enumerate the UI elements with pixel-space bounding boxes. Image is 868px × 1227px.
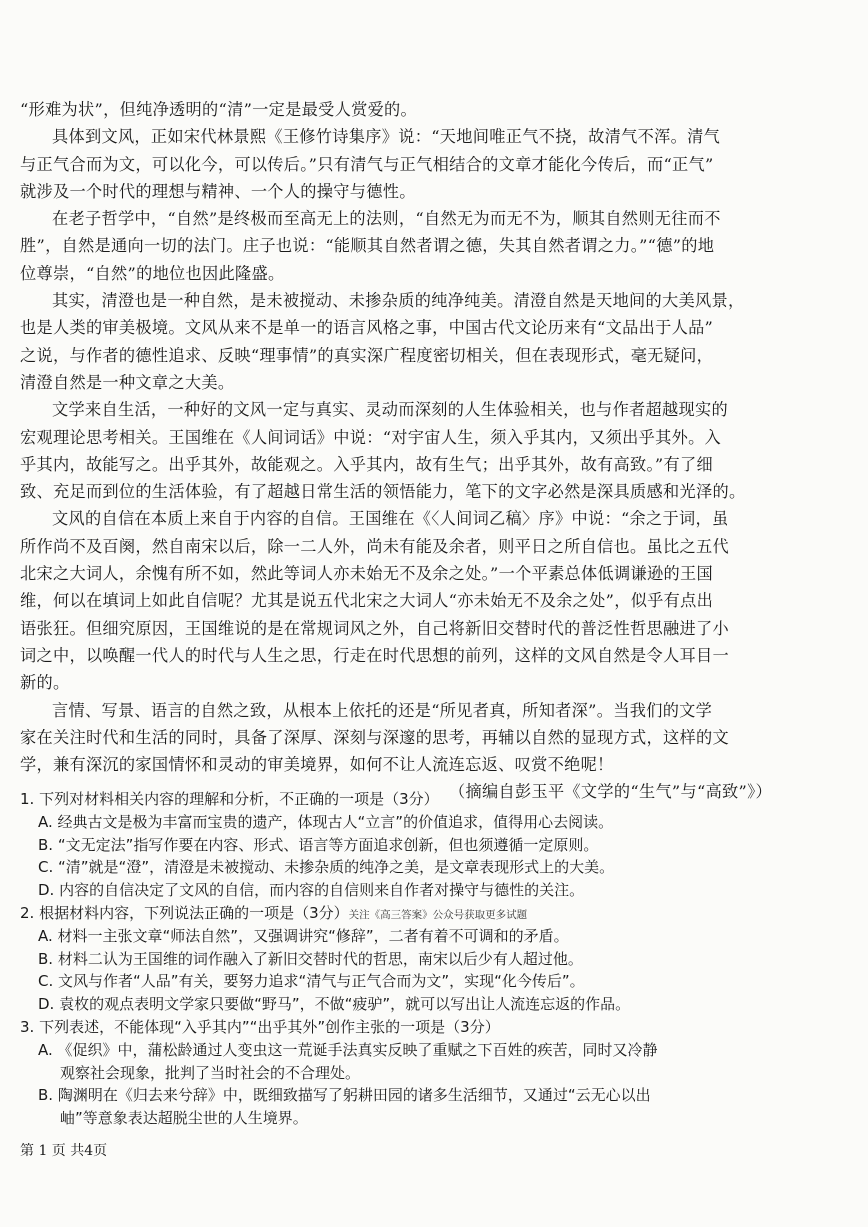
passage-line: 位尊崇，“自然”的地位也因此隆盛。 [20, 263, 285, 283]
passage-line: 与正气合而为文，可以化今，可以传后。”只有清气与正气相结合的文章才能化今传后，而“正气” [20, 154, 714, 174]
question-1-option-a: A. 经典古文是极为丰富而宝贵的遗产，体现古人“立言”的价值追求，值得用心去阅读。 [38, 812, 614, 831]
promo-note: 关注《高三答案》公众号获取更多试题 [348, 908, 528, 921]
question-1-option-d: D. 内容的自信决定了文风的自信，而内容的自信则来自作者对操守与德性的关注。 [38, 881, 585, 900]
passage-line: 之说，与作者的德性追求、反映“理事情”的真实深广程度密切相关，但在表现形式，毫无疑问， [20, 345, 714, 365]
passage-line: 言情、写景、语言的自然之致，从根本上依托的还是“所见者真，所知者深”。当我们的文学 [52, 700, 713, 720]
passage-line: 文风的自信在本质上来自于内容的自信。王国维在《〈人间词乙稿〉序》中说：“余之于词，虽 [52, 509, 729, 529]
reading-passage [20, 96, 852, 806]
passage-line: 清澄自然是一种文章之大美。 [20, 372, 235, 392]
question-3-option-b: B. 陶渊明在《归去来兮辞》中，既细致描写了躬耕田园的诸多生活细节，又通过“云无心以出 [38, 1086, 651, 1105]
question-2-row [20, 902, 852, 925]
passage-line: 学，兼有深沉的家国情怀和灵动的审美境界，如何不让人流连忘返、叹赏不绝呢！ [20, 755, 614, 775]
question-1-option-b: B. “文无定法”指写作要在内容、形式、语言等方面追求创新，但也须遵循一定原则。 [38, 835, 599, 854]
passage-line: 维，何以在填词上如此自信呢？尤其是说五代北宋之大词人“亦未始无不及余之处”，似乎有点出 [20, 591, 714, 611]
passage-line: 宏观理论思考相关。王国维在《人间词话》中说：“对宇宙人生，须入乎其内，又须出乎其外。入 [20, 427, 722, 447]
page-number: 第 1 页 共4页 [20, 1143, 108, 1159]
passage-line: 词之中，以唤醒一代人的时代与人生之思，行走在时代思想的前列，这样的文风自然是令人耳目一 [20, 645, 729, 665]
question-3-stem: 3. 下列表述，不能体现“入乎其内”“出乎其外”创作主张的一项是（3分） [20, 1017, 500, 1036]
passage-source: （摘编自彭玉平《文学的“生气”与“高致”》） [449, 782, 772, 802]
passage-line: 新的。 [20, 673, 70, 693]
passage-line: 家在关注时代和生活的同时，具备了深厚、深刻与深邃的思考，再辅以自然的显现方式，这样的文 [20, 727, 729, 747]
question-2-option-a: A. 材料一主张文章“师法自然”，又强调讲究“修辞”，二者有着不可调和的矛盾。 [38, 926, 569, 945]
question-3-option-a-continued: 观察社会现象，批判了当时社会的不合理处。 [60, 1063, 361, 1082]
question-1-stem: 1. 下列对材料相关内容的理解和分析，不正确的一项是（3分） [20, 790, 439, 808]
passage-line: “形难为状”，但纯净透明的“清”一定是最受人赏爱的。 [20, 100, 418, 119]
question-3-option-b-continued: 岫”等意象表达超脱尘世的人生境界。 [60, 1109, 308, 1128]
passage-line: 北宋之大词人，余愧有所不如，然此等词人亦未始无不及余之处。”一个平素总体低调谦逊的王国 [20, 564, 713, 584]
question-2-option-c: C. 文风与作者“人品”有关，要努力追求“清气与正气合而为文”，实现“化今传后”。 [38, 972, 585, 991]
question-3-option-a: A. 《促织》中，蒲松龄通过人变虫这一荒诞手法真实反映了重赋之下百姓的疾苦，同时又冷静 [38, 1040, 658, 1059]
question-section [20, 788, 852, 1130]
passage-line: 其实，清澄也是一种自然，是未被搅动、未掺杂质的纯净纯美。清澄自然是天地间的大美风景， [52, 291, 745, 311]
passage-line: 乎其内，故能写之。出乎其外，故能观之。入乎其内，故有生气；出乎其外，故有高致。”有了细 [20, 454, 713, 474]
passage-line: 文学来自生活，一种好的文风一定与真实、灵动而深刻的人生体验相关，也与作者超越现实的 [52, 400, 728, 420]
question-2-option-d: D. 袁枚的观点表明文学家只要做“野马”，不做“疲驴”，就可以写出让人流连忘返的作品。 [38, 995, 631, 1014]
question-2-option-b: B. 材料二认为王国维的词作融入了新旧交替时代的哲思，南宋以后少有人超过他。 [38, 949, 583, 968]
passage-line: 语张狂。但细究原因，王国维说的是在常规词风之外，自己将新旧交替时代的普泛性哲思融进了小 [20, 618, 729, 638]
passage-line: 致、充足而到位的生活体验，有了超越日常生活的领悟能力，笔下的文字必然是深具质感和光泽的。 [20, 482, 746, 502]
question-2-stem: 2. 根据材料内容，下列说法正确的一项是（3分） [20, 903, 349, 922]
question-1-option-c: C. “清”就是“澄”，清澄是未被搅动、未掺杂质的纯净之美，是文章表现形式上的大美。 [38, 858, 615, 877]
passage-line: 所作尚不及百阕，然自南宋以后，除一二人外，尚未有能及余者，则平日之所自信也。虽比之五代 [20, 536, 729, 556]
passage-line: 胜”，自然是通向一切的法门。庄子也说：“能顺其自然者谓之德，失其自然者谓之力。”“德”的地 [20, 236, 715, 256]
passage-line: 也是人类的审美极境。文风从来不是单一的语言风格之事，中国古代文论历来有“文品出于人品” [20, 318, 714, 338]
passage-line: 具体到文风，正如宋代林景熙《王修竹诗集序》说：“天地间唯正气不挠，故清气不浑。清气 [52, 127, 721, 147]
passage-line: 在老子哲学中，“自然”是终极而至高无上的法则，“自然无为而无不为，顺其自然则无往而不 [52, 209, 721, 229]
passage-line: 就涉及一个时代的理想与精神、一个人的操守与德性。 [20, 181, 416, 201]
